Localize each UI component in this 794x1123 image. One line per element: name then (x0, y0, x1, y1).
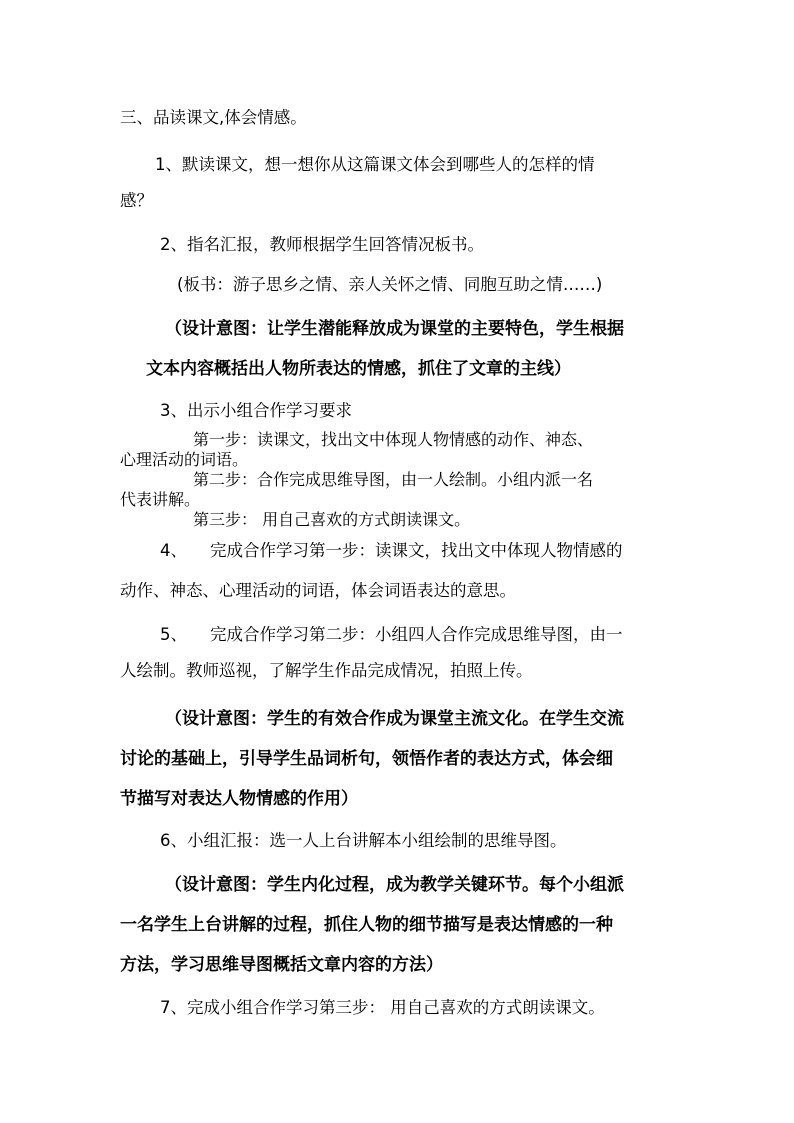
item-2: 2、指名汇报，教师根据学生回答情况板书。 (160, 235, 484, 254)
design-note-2-line-3: 节描写对表达人物情感的作用） (120, 789, 358, 809)
design-note-3-line-2: 一名学生上台讲解的过程，抓住人物的细节描写是表达情感的一种 (120, 915, 613, 935)
design-note-3-line-1: （设计意图：学生内化过程，成为教学关键环节。每个小组派 (165, 875, 624, 895)
item-4-number: 4、 (160, 541, 187, 560)
item-7: 7、完成小组合作学习第三步： 用自己喜欢的方式朗读课文。 (160, 998, 605, 1017)
item-5-line-2: 人绘制。教师巡视，了解学生作品完成情况，拍照上传。 (120, 661, 533, 680)
design-note-1-line-1: （设计意图：让学生潜能释放成为课堂的主要特色，学生根据 (165, 319, 624, 339)
item-4-line-1: 完成合作学习第一步：读课文，找出文中体现人物情感的 (210, 541, 623, 560)
design-note-2-line-1: （设计意图：学生的有效合作成为课堂主流文化。在学生交流 (165, 709, 624, 729)
item-4-line-2: 动作、神态、心理活动的词语，体会词语表达的意思。 (120, 581, 516, 600)
board-note: (板书：游子思乡之情、亲人关怀之情、同胞互助之情……) (177, 275, 603, 294)
item-5-number: 5、 (160, 625, 187, 644)
item-6: 6、小组汇报：选一人上台讲解本小组绘制的思维导图。 (160, 831, 567, 850)
item-1-line-2: 感？ (120, 191, 153, 210)
design-note-1-line-2: 文本内容概括出人物所表达的情感，抓住了文章的主线） (146, 359, 571, 379)
item-3-step-3: 第三步： 用自己喜欢的方式朗读课文。 (193, 510, 471, 529)
design-note-2-line-2: 讨论的基础上，引导学生品词析句，领悟作者的表达方式，体会细 (120, 749, 613, 769)
item-3-step-1-line-2: 心理活动的词语。 (120, 450, 249, 469)
item-3-step-2-line-2: 代表讲解。 (120, 490, 201, 509)
item-3-step-2-line-1: 第二步：合作完成思维导图，由一人绘制。小组内派一名 (193, 470, 594, 489)
item-3-title: 3、出示小组合作学习要求 (160, 401, 352, 420)
item-1-line-1: 1、默读课文，想一想你从这篇课文体会到哪些人的怎样的情 (155, 155, 595, 174)
item-3-step-1-line-1: 第一步：读课文，找出文中体现人物情感的动作、神态、 (193, 430, 594, 449)
design-note-3-line-3: 方法，学习思维导图概括文章内容的方法） (120, 955, 443, 975)
section-heading: 三、品读课文,体会情感。 (120, 108, 307, 127)
item-5-line-1: 完成合作学习第二步：小组四人合作完成思维导图，由一 (210, 625, 623, 644)
